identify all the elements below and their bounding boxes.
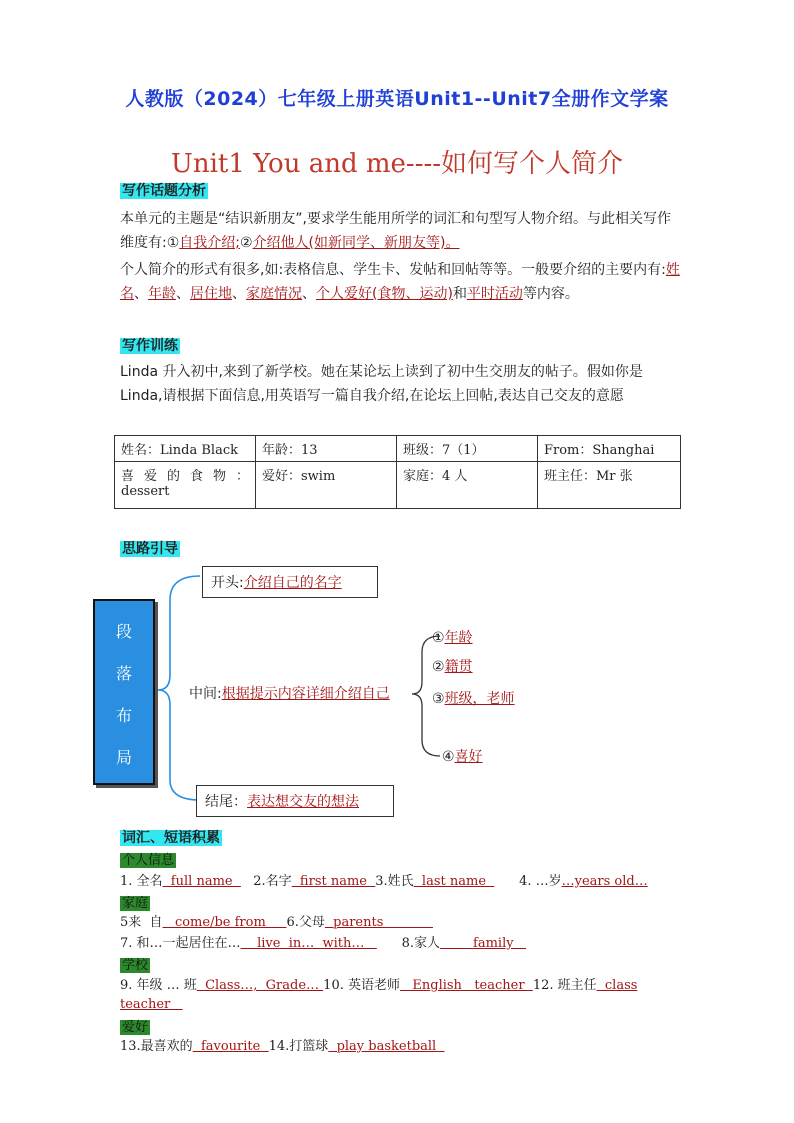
vocab-line-5: 13.最喜欢的 favourite 14.打篮球 play basketball xyxy=(120,1039,445,1054)
topic-paragraph-1: 本单元的主题是“结识新朋友”,要求学生能用所学的词汇和句型写人物介绍。与此相关写作维度有:①自我介绍;②介绍他人(如新同学、新朋友等)。 xyxy=(120,211,671,251)
table-cell: 班级：7（1） xyxy=(397,436,538,462)
topic-paragraph-2: 个人简介的形式有很多,如:表格信息、学生卡、发帖和回帖等等。一般要介绍的主要内有:姓名、年龄、居住地、家庭情况、个人爱好(食物、运动)和平时活动等内容。 xyxy=(120,262,680,302)
start-box: 开头:介绍自己的名字 xyxy=(202,566,378,598)
category-personal-info: 个人信息 xyxy=(122,853,175,868)
table-cell: 班主任：Mr 张 xyxy=(538,462,681,509)
vocab-line-4: 9. 年级 … 班 Class…, Grade… 10. 英语老师 English teacher 12. 班主任 class xyxy=(120,978,638,993)
section-heading-topic-analysis: 写作话题分析 xyxy=(122,183,206,199)
table-cell: 姓名：Linda Black xyxy=(115,436,256,462)
table-cell: 年龄：13 xyxy=(256,436,397,462)
category-family: 家庭 xyxy=(122,896,149,911)
point-item: ④喜好 xyxy=(442,749,483,765)
category-school: 学校 xyxy=(122,958,149,973)
section-heading-writing-training: 写作训练 xyxy=(122,338,178,354)
end-box: 结尾：表达想交友的想法 xyxy=(196,785,394,817)
vocab-line-4-continued: teacher xyxy=(120,997,183,1012)
side-char: 局 xyxy=(115,748,132,767)
table-cell: 爱好：swim xyxy=(256,462,397,509)
section-heading-vocabulary: 词汇、短语积累 xyxy=(122,830,220,846)
unit-title: Unit1 You and me----如何写个人简介 xyxy=(170,149,624,179)
side-char: 落 xyxy=(115,664,132,683)
document-title: 人教版（2024）七年级上册英语Unit1--Unit7全册作文学案 xyxy=(125,88,669,110)
vocab-line-1: 1. 全名 full name 2.名字 first name 3.姓氏 last name 4. …岁…years old… xyxy=(120,874,648,889)
point-item: ②籍贯 xyxy=(432,659,473,675)
category-hobbies: 爱好 xyxy=(122,1020,149,1035)
table-cell: 家庭：4 人 xyxy=(397,462,538,509)
section-heading-thinking-guide: 思路引导 xyxy=(122,541,178,557)
vocab-line-3: 7. 和…一起居住在… live in… with… 8.家人 family xyxy=(120,936,526,951)
point-item: ①年龄 xyxy=(432,630,473,646)
vocab-line-2: 5来 自 come/be from 6.父母 parents xyxy=(120,915,433,930)
side-char: 段 xyxy=(115,622,132,641)
point-item: ③班级，老师 xyxy=(432,691,515,707)
writing-prompt: Linda 升入初中,来到了新学校。她在某论坛上读到了初中生交朋友的帖子。假如你是 Linda,请根据下面信息,用英语写一篇自我介绍,在论坛上回帖,表达自己交友的意愿 xyxy=(120,364,643,404)
table-cell: 喜 爱 的 食 物 ： dessert xyxy=(115,462,256,509)
side-char: 布 xyxy=(115,706,132,725)
table-cell: From：Shanghai xyxy=(538,436,681,462)
middle-text: 中间:根据提示内容详细介绍自己 xyxy=(189,686,390,702)
